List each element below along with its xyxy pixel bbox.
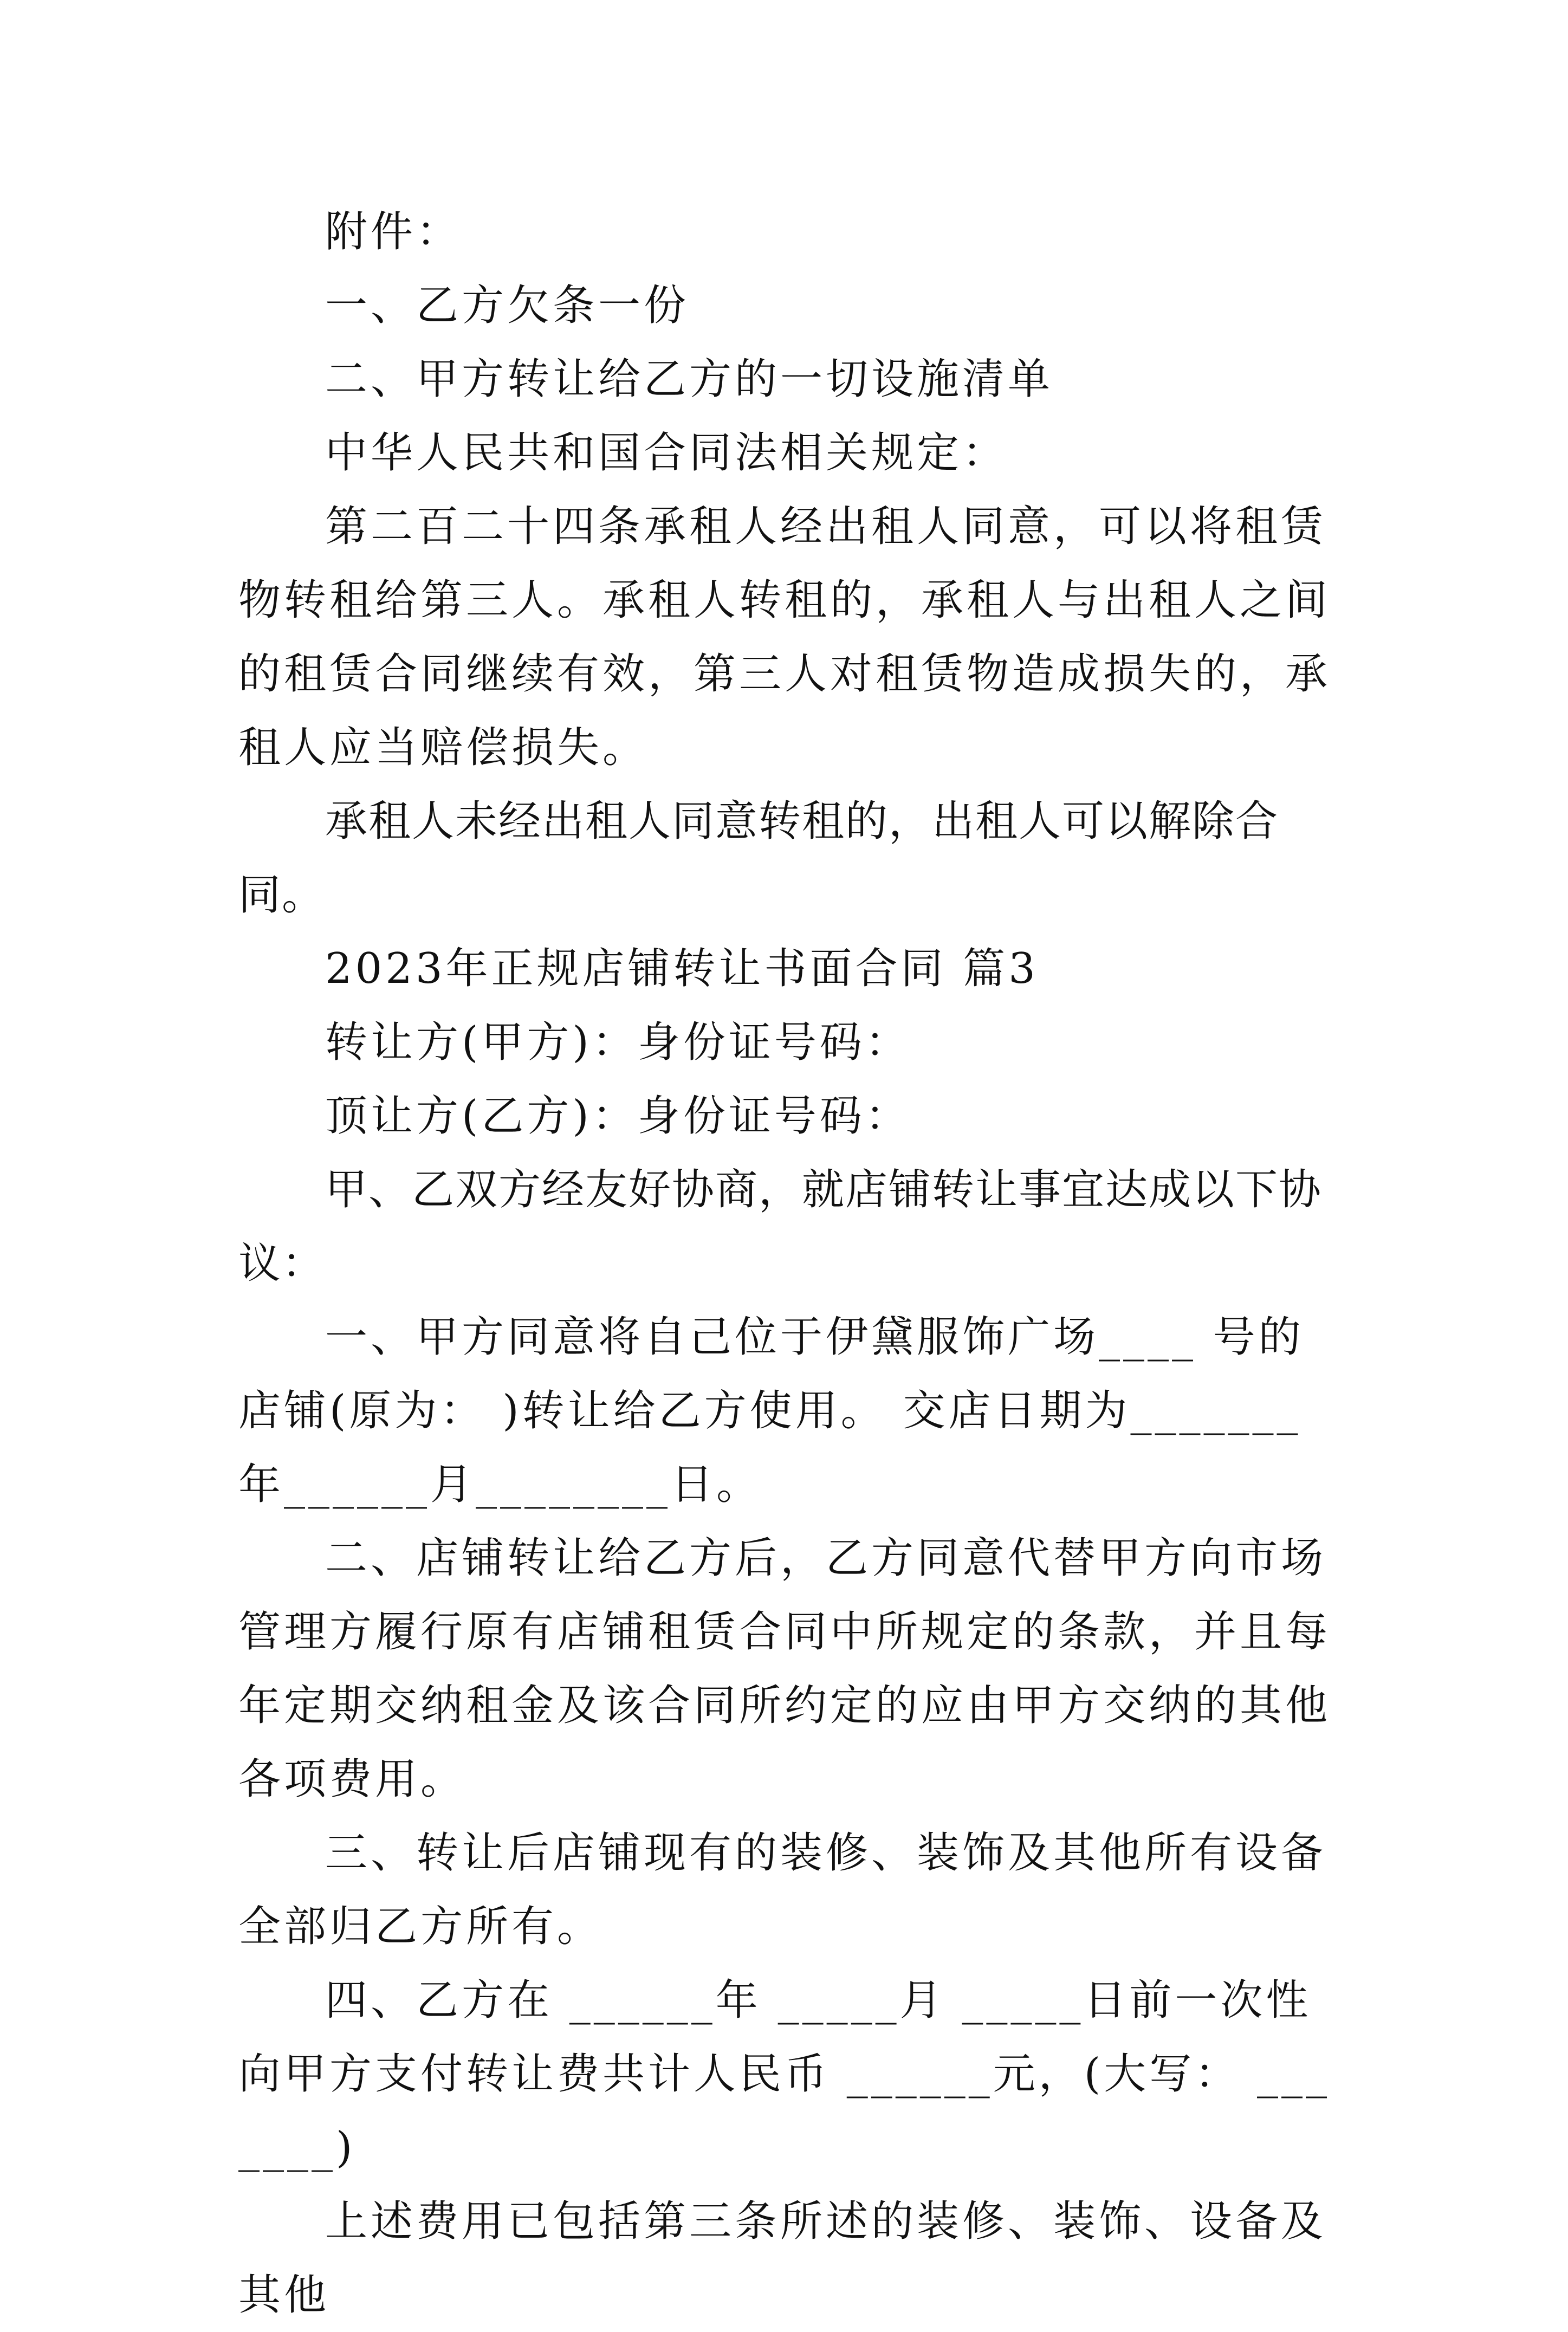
clause-4-continued: 上述费用已包括第三条所述的装修、装饰、设备及其他 [238, 2197, 1327, 2320]
clause-4: 四、乙方在 ______年 _____月 _____日前一次性向甲方支付转让费共计人民币 ______元，(大写： _______) [238, 1976, 1331, 2172]
attachment-item-2: 二、甲方转让给乙方的一切设施清单 [325, 355, 1054, 404]
attachment-item-1: 一、乙方欠条一份 [325, 281, 690, 330]
law-article-224-note: 承租人未经出租人同意转租的，出租人可以解除合同。 [238, 797, 1279, 919]
attachment-heading: 附件： [325, 208, 462, 256]
clause-3: 三、转让后店铺现有的装修、装饰及其他所有设备全部归乙方所有。 [238, 1829, 1327, 1951]
clause-1: 一、甲方同意将自己位于伊黛服饰广场____ 号的店铺(原为： )转让给乙方使用。 交店日期为_______年______月________日。 [238, 1313, 1304, 1509]
party-b-line: 顶让方(乙方)：身份证号码： [325, 1092, 911, 1141]
agreement-intro: 甲、乙双方经友好协商，就店铺转让事宜达成以下协议： [238, 1165, 1323, 1288]
law-heading: 中华人民共和国合同法相关规定： [325, 429, 1008, 477]
clause-2: 二、店铺转让给乙方后，乙方同意代替甲方向市场管理方履行原有店铺租赁合同中所规定的条款，并且每年定期交纳租金及该合同所约定的应由甲方交纳的其他各项费用。 [238, 1534, 1331, 1804]
contract-title: 2023年正规店铺转让书面合同 篇3 [325, 944, 1039, 993]
document-body [238, 195, 1333, 2332]
party-a-line: 转让方(甲方)：身份证号码： [325, 1018, 911, 1067]
law-article-224: 第二百二十四条承租人经出租人同意，可以将租赁物转租给第三人。承租人转租的，承租人与出租人之间的租赁合同继续有效，第三人对租赁物造成损失的，承租人应当赔偿损失。 [238, 502, 1331, 772]
